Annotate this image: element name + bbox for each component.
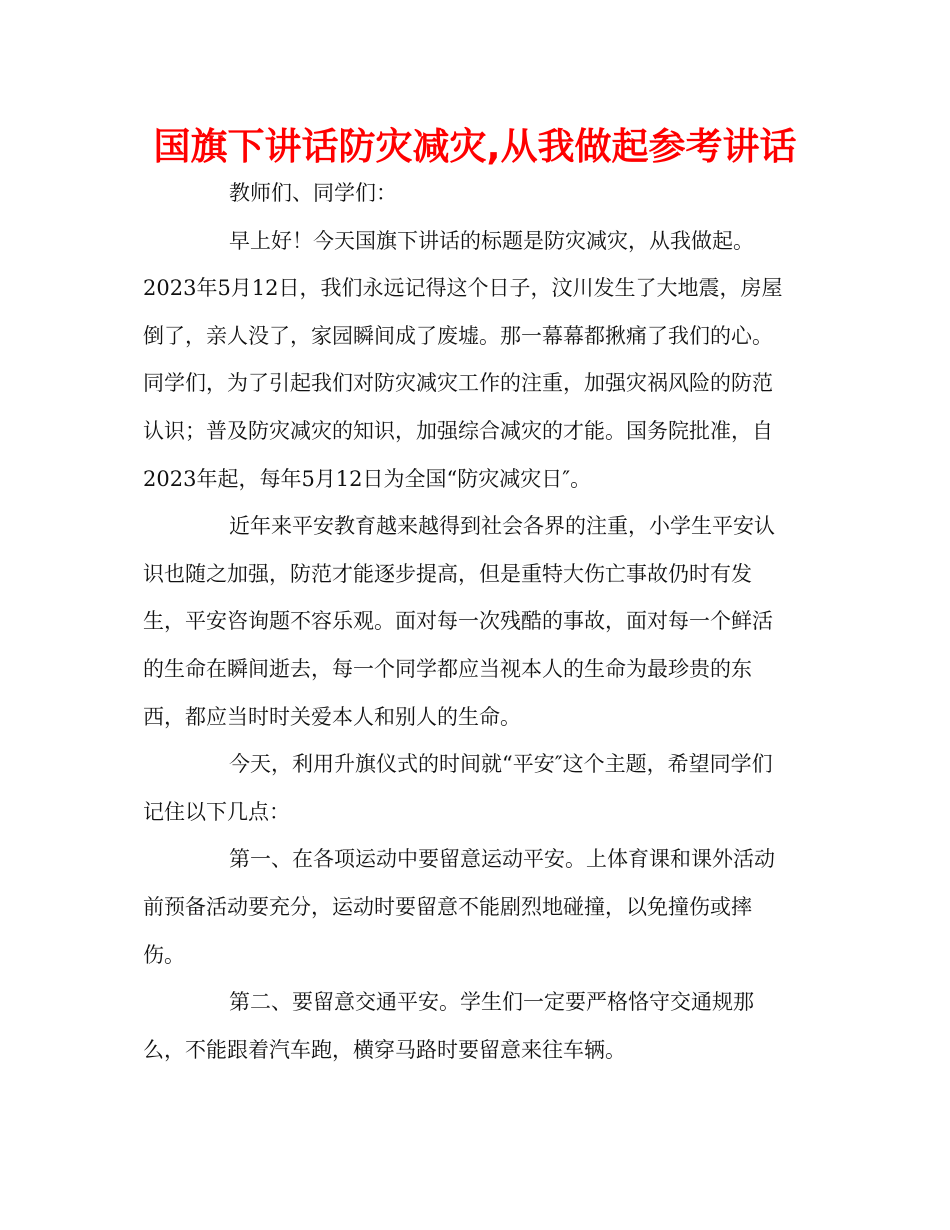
speech-body <box>143 170 807 1074</box>
text-line: 同学们，为了引起我们对防灾减灾工作的注重，加强灾祸风险的防范 <box>143 371 773 396</box>
text-line: 2023年5月12日，我们永远记得这个日子，汶川发生了大地震，房屋 <box>143 276 783 301</box>
text-line: 记住以下几点： <box>143 799 290 824</box>
text-line: 识也随之加强，防范才能逐步提高，但是重特大伤亡事故仍时有发 <box>143 561 752 586</box>
text-line: 伤。 <box>143 942 185 967</box>
text-line: 今天，利用升旗仪式的时间就“平安″这个主题，希望同学们 <box>229 752 773 777</box>
text-line: 第二、要留意交通平安。学生们一定要严格恪守交通规那 <box>229 990 754 1015</box>
text-line: 认识；普及防灾减灾的知识，加强综合减灾的才能。国务院批准，自 <box>143 418 773 443</box>
text-line: 早上好！今天国旗下讲话的标题是防灾减灾，从我做起。 <box>229 228 754 253</box>
text-line: 么，不能跟着汽车跑，横穿马路时要留意来往车辆。 <box>143 1037 626 1062</box>
text-line: 西，都应当时时关爱本人和别人的生命。 <box>143 704 521 729</box>
text-line: 的生命在瞬间逝去，每一个同学都应当视本人的生命为最珍贵的东 <box>143 656 752 681</box>
text-line: 生，平安咨询题不容乐观。面对每一次残酷的事故，面对每一个鲜活 <box>143 609 773 634</box>
text-line: 前预备活动要充分，运动时要留意不能剧烈地碰撞，以免撞伤或摔 <box>143 894 752 919</box>
page-title: 国旗下讲话防灾减灾,从我做起参考讲话 <box>153 125 797 168</box>
text-line: 教师们、同学们： <box>229 181 397 205</box>
text-line: 第一、在各项运动中要留意运动平安。上体育课和课外活动 <box>229 847 775 872</box>
text-line: 2023年起，每年5月12日为全国“防灾减灾日″。 <box>143 466 592 491</box>
text-line: 近年来平安教育越来越得到社会各界的注重，小学生平安认 <box>229 514 775 539</box>
text-line: 倒了，亲人没了，家园瞬间成了废墟。那一幕幕都揪痛了我们的心。 <box>143 323 773 348</box>
